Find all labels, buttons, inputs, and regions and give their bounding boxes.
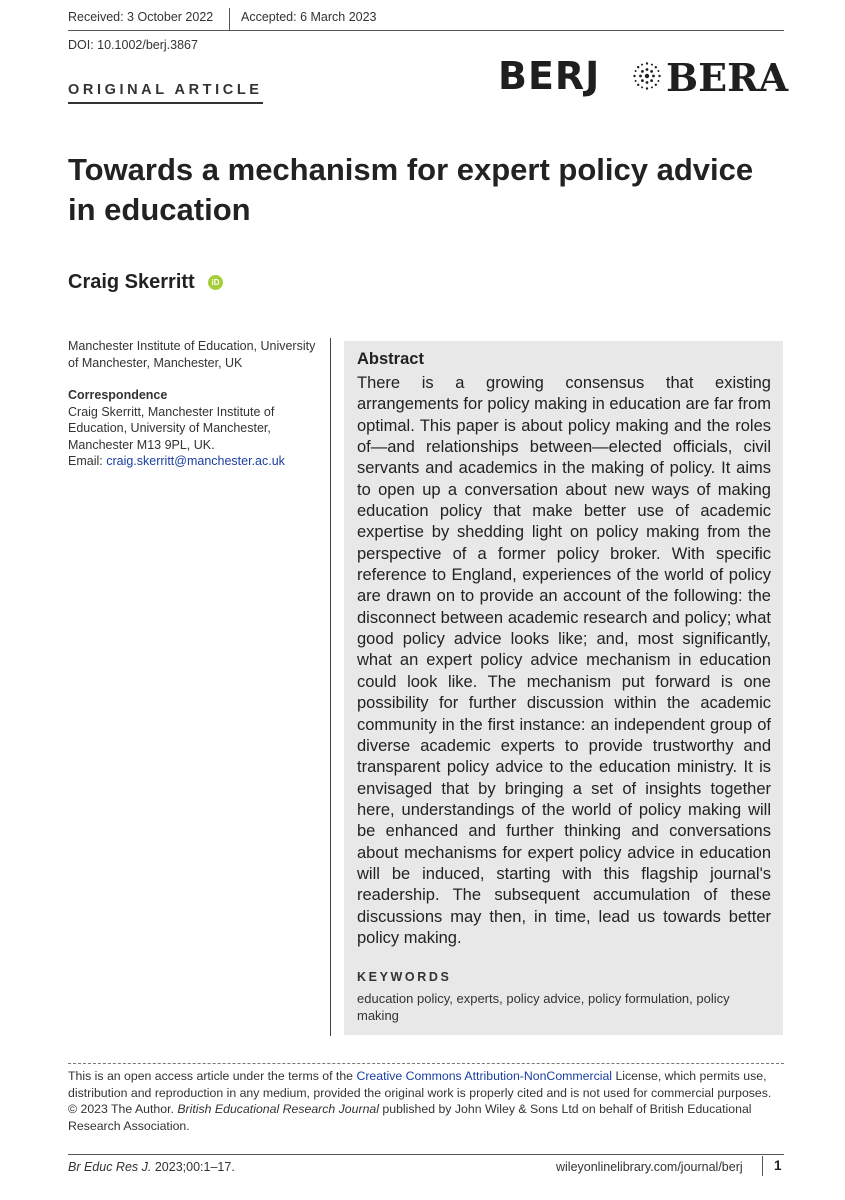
bottom-rule bbox=[68, 1154, 784, 1155]
section-label: ORIGINAL ARTICLE bbox=[68, 82, 263, 104]
license-notice bbox=[68, 1068, 784, 1101]
orcid-icon[interactable]: iD bbox=[208, 275, 223, 290]
berj-logo: BERJ bbox=[498, 54, 601, 98]
doi[interactable]: DOI: 10.1002/berj.3867 bbox=[68, 38, 198, 52]
keywords-heading: KEYWORDS bbox=[357, 970, 452, 984]
email-label: Email: bbox=[68, 454, 107, 468]
header-divider bbox=[229, 8, 230, 30]
top-rule bbox=[68, 30, 784, 31]
column-divider bbox=[330, 338, 331, 1036]
correspondence-text: Craig Skerritt, Manchester Institute of Education, University of Manchester, Manchester M13 9PL, UK. bbox=[68, 404, 275, 452]
license-block bbox=[68, 1068, 784, 1134]
citation-journal: Br Educ Res J. bbox=[68, 1160, 152, 1174]
bera-logo: BERA bbox=[666, 55, 789, 100]
correspondence-heading: Correspondence bbox=[68, 388, 168, 402]
footer-rule bbox=[68, 1063, 784, 1064]
article-title: Towards a mechanism for expert policy advice in education bbox=[68, 152, 754, 227]
page-number: 1 bbox=[774, 1158, 782, 1173]
author-name[interactable]: Craig Skerritt bbox=[68, 271, 195, 293]
page-number-divider bbox=[762, 1156, 763, 1176]
citation-details: 2023;00:1–17. bbox=[151, 1160, 235, 1174]
affiliation: Manchester Institute of Education, University of Manchester, Manchester, UK bbox=[68, 339, 316, 370]
copyright-notice bbox=[68, 1101, 784, 1134]
bera-emblem-icon bbox=[631, 60, 663, 92]
cc-license-link[interactable]: Creative Commons Attribution-NonCommercial bbox=[356, 1069, 613, 1083]
correspondence bbox=[68, 387, 328, 470]
copyright-journal: British Educational Research Journal bbox=[177, 1102, 379, 1116]
copyright-prefix: © 2023 The Author. bbox=[68, 1102, 178, 1116]
email-link[interactable]: craig.skerritt@manchester.ac.uk bbox=[106, 454, 285, 468]
received-date: Received: 3 October 2022 bbox=[68, 10, 214, 24]
accepted-date: Accepted: 6 March 2023 bbox=[241, 10, 377, 24]
copyright-suffix: published by John Wiley & Sons Ltd on behalf of British Educational Research Association. bbox=[68, 1102, 752, 1133]
license-suffix: License, which permits use, distribution and reproduction in any medium, provided the original work is properly cited and is not used for commercial purposes. bbox=[68, 1069, 772, 1100]
abstract-text: There is a growing consensus that existing arrangements for policy making in education are far from optimal. This paper is about policy making and the roles of—and relationships between—elected officials, civil servants and academics in the making of policy. It aims to open up a conversation about new ways of making education policy that make better use of academic expertise by shedding light on policy making from the perspective of a former policy broker. With specific reference to England, experiences of the world of policy are drawn on to provide an account of the following: the disconnect between academic research and policy; what good policy advice looks like; and, most significantly, what an expert policy advice mechanism in education could look like. The mechanism put forward is one possibility for further discussion within the academic community in the first instance: an independent group of diverse academic experts to provide trustworthy and transparent policy advice to the education ministry. It is envisaged that by bringing a set of insights together here, understandings of the world of policy making will be enhanced and further thinking and conversations about mechanisms for expert policy advice in education will be induced, starting with this flagship journal's readership. The subsequent accumulation of these discussions may then, in time, lead us towards better policy making. bbox=[357, 374, 771, 947]
journal-site-link[interactable]: wileyonlinelibrary.com/journal/berj bbox=[556, 1160, 743, 1174]
abstract-heading: Abstract bbox=[357, 350, 424, 368]
citation bbox=[68, 1160, 235, 1174]
keywords-list: education policy, experts, policy advice, policy formulation, policy making bbox=[357, 991, 730, 1023]
license-prefix: This is an open access article under the terms of the bbox=[68, 1069, 357, 1083]
email-line bbox=[68, 453, 328, 470]
